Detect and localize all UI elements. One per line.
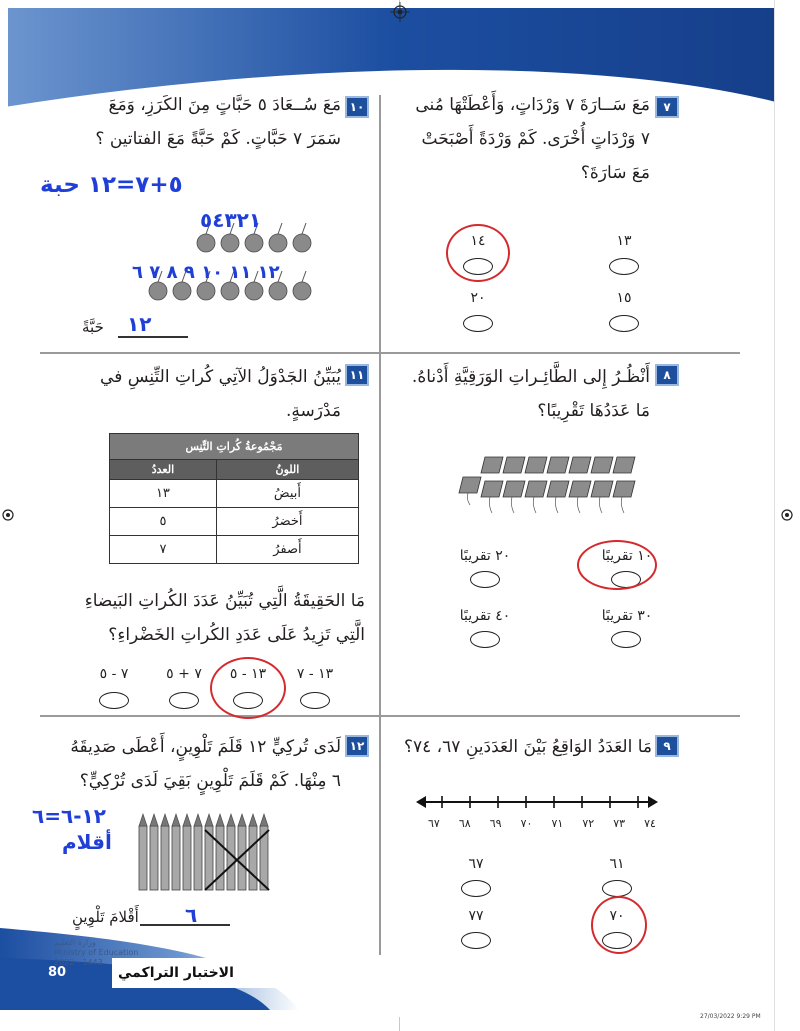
q7-option-label: ١٣ <box>616 233 632 249</box>
ministry-name-en: Ministry of Education <box>54 948 139 957</box>
q10-count-mark: ٤ <box>212 208 225 232</box>
question-7-text <box>392 88 650 190</box>
question-12-text <box>45 730 341 798</box>
table-cell-count: ٥ <box>110 508 217 536</box>
question-number-11: ١١ <box>345 364 369 386</box>
table-row <box>110 508 359 536</box>
number-line-label: ٦٩ <box>489 817 502 830</box>
q11-option-label: ١٣ - ٧ <box>296 666 334 682</box>
ministry-name-ar: وزارة التعليم <box>54 938 96 947</box>
q10-answer-line <box>118 336 188 338</box>
number-line-label: ٧٢ <box>582 817 595 830</box>
q10-handwritten-count-row <box>132 262 280 283</box>
q7-option-label: ١٥ <box>616 290 632 306</box>
q11-option-bubble[interactable] <box>300 692 330 709</box>
number-line-label: ٧١ <box>551 817 564 830</box>
q11-option-label: ٧ - ٥ <box>99 666 129 682</box>
q11-option-label: ٧ + ٥ <box>166 666 202 682</box>
table-header-count: العددُ <box>110 460 217 480</box>
question-7-line: مَعَ سَــارَةَ ٧ وَرْدَاتٍ، وَأَعْطَتْهَا مُنى <box>415 95 650 115</box>
question-10-line: مَعَ سُــعَادَ ٥ حَبَّاتٍ مِنَ الكَرَزِ، وَمَعَ <box>108 95 341 115</box>
table-header-color: اللونُ <box>216 460 358 480</box>
kites-illustration <box>455 455 640 527</box>
question-10-text <box>45 88 341 156</box>
q10-answer-unit: حَبَّةً <box>82 318 104 336</box>
q7-option-bubble[interactable] <box>609 315 639 332</box>
question-11-subquestion <box>45 584 365 652</box>
q8-option-bubble[interactable] <box>611 631 641 648</box>
q10-count-mark: ٣ <box>224 208 237 232</box>
q11-option-bubble[interactable] <box>169 692 199 709</box>
number-line-label: ٧٠ <box>520 817 533 830</box>
q7-option-bubble[interactable] <box>463 315 493 332</box>
question-7-line: ٧ وَرْدَاتٍ أُخْرَى. كَمْ وَرْدَةً أَصْبَحَتْ <box>421 129 650 149</box>
q7-option-label: ٢٠ <box>470 290 486 306</box>
question-number-8: ٨ <box>655 364 679 386</box>
q9-option-label: ٦٧ <box>468 856 484 872</box>
question-12-line: لَدَى تُركِيٍّ ١٢ قَلَمَ تَلْوِينٍ، أَعْطَى صَدِيقَهُ <box>70 737 341 757</box>
q10-count-mark: ٥ <box>200 208 213 232</box>
q12-answer-unit: أَقْلامَ تَلْوِينٍ <box>72 908 139 926</box>
q8-option-label: ٢٠ تقريبًا <box>459 548 511 564</box>
question-12-line: ٦ مِنْهَا. كَمْ قَلَمَ تَلْوِينٍ بَقِيَ لَدَى تُرْكِيٍّ؟ <box>79 771 341 791</box>
table-cell-color: أَبيضُ <box>216 480 358 508</box>
q11-option-bubble[interactable] <box>99 692 129 709</box>
q8-option-bubble[interactable] <box>470 631 500 648</box>
registration-mark-icon <box>390 2 410 22</box>
q10-count-mark: ٦ <box>132 262 143 283</box>
q10-count-mark: ٢ <box>236 208 249 232</box>
q7-option-bubble[interactable] <box>609 258 639 275</box>
question-number-10: ١٠ <box>345 96 369 118</box>
q12-handwritten-answer: ٦ <box>185 903 198 927</box>
row-divider <box>40 352 740 354</box>
question-8-line: أَنْظُـرُ إِلى الطَّائِـراتِ الوَرَقِيَّةِ أَدْناهُ. <box>411 367 650 387</box>
q7-selected-answer-circle <box>446 224 510 282</box>
table-title: مَجْمُوعةُ كُراتِ التِّنِس <box>110 434 359 460</box>
table-row <box>110 480 359 508</box>
q10-handwritten-answer: ١٢ <box>127 312 152 336</box>
number-line-label: ٦٧ <box>428 817 440 830</box>
q9-option-label: ٧٧ <box>468 908 484 924</box>
question-11-text <box>45 360 341 428</box>
number-line-label: ٧٣ <box>613 817 626 830</box>
row-divider <box>40 715 740 717</box>
question-8-text <box>392 360 650 428</box>
q10-count-mark: ٨ <box>166 262 178 283</box>
q9-option-bubble[interactable] <box>602 880 632 897</box>
q10-count-mark: ١١ <box>229 262 252 283</box>
question-11-sub-line: مَا الحَقِيقَةُ الَّتِي تُبَيِّنُ عَدَدَ الكُراتِ البَيضاءِ <box>84 591 365 611</box>
q12-handwritten-word: أقلام <box>62 830 112 854</box>
table-cell-count: ٧ <box>110 536 217 564</box>
q7-option-label: ١٤ <box>470 233 486 249</box>
q9-option-bubble[interactable] <box>461 880 491 897</box>
ministry-logo <box>54 938 138 968</box>
colored-pencils-illustration <box>135 812 270 892</box>
number-line-label: ٧٤ <box>644 817 656 830</box>
print-timestamp: 27/03/2022 9:29 PM <box>700 1013 761 1020</box>
trim-edge <box>774 0 775 1031</box>
page-number: 80 <box>48 965 67 980</box>
registration-mark-icon <box>778 505 796 525</box>
table-cell-count: ١٣ <box>110 480 217 508</box>
number-line-label: ٦٨ <box>458 817 471 830</box>
number-line-labels <box>428 817 656 830</box>
q10-count-mark: ٩ <box>183 262 195 283</box>
question-11-line: يُبَيِّنُ الجَدْوَلُ الآتِي كُراتِ التِّنِسِ في <box>100 367 341 387</box>
q8-option-bubble[interactable] <box>470 571 500 588</box>
table-cell-color: أَخضرُ <box>216 508 358 536</box>
question-11-line: مَدْرَسةٍ. <box>285 401 341 421</box>
ministry-year: 2022 - 1443 <box>54 958 103 967</box>
question-11-sub-line: الَّتِي تَزِيدُ عَلَى عَدَدِ الكُراتِ الخَضْراءِ؟ <box>108 625 365 645</box>
q10-count-mark: ١ <box>248 208 262 232</box>
q10-handwritten-equation: ٥+٧=١٢ حبة <box>40 172 183 198</box>
table-row <box>110 536 359 564</box>
registration-mark-icon <box>0 505 16 525</box>
q9-option-label: ٦١ <box>609 856 625 872</box>
q9-option-label: ٧٠ <box>609 908 625 924</box>
question-number-12: ١٢ <box>345 735 369 757</box>
q11-option-label: ١٣ - ٥ <box>229 666 267 682</box>
q10-handwritten-count-row <box>200 208 261 232</box>
table-cell-color: أَصفرُ <box>216 536 358 564</box>
q11-selected-answer-circle <box>210 657 286 719</box>
q8-option-label: ٤٠ تقريبًا <box>459 608 511 624</box>
q12-handwritten-equation: ١٢-٦=٦ <box>32 804 106 828</box>
crop-mark <box>399 1017 400 1031</box>
q10-count-mark: ١٠ <box>201 262 224 283</box>
q10-count-mark: ٧ <box>149 262 161 283</box>
question-9-text: مَا العَدَدُ الوَاقِعُ بَيْنَ العَدَدَينِ ٦٧، ٧٤؟ <box>403 737 652 757</box>
footer-title: الاختبار التراكمي <box>118 965 234 981</box>
question-number-9: ٩ <box>655 735 679 757</box>
q10-count-mark: ١٢ <box>257 262 280 283</box>
q8-selected-answer-circle <box>577 540 657 590</box>
question-8-line: مَا عَدَدُهَا تَقْرِيبًا؟ <box>537 401 650 421</box>
question-7-line: مَعَ سَارَةَ؟ <box>580 163 650 183</box>
question-10-line: سَمَرَ ٧ حَبَّاتٍ. كَمْ حَبَّةً مَعَ الفتاتين ؟ <box>95 129 341 149</box>
column-divider <box>379 95 381 955</box>
q8-option-label: ١٠ تقريبًا <box>601 548 653 564</box>
tennis-balls-table <box>109 433 359 564</box>
number-line <box>416 790 658 814</box>
q8-option-label: ٣٠ تقريبًا <box>601 608 653 624</box>
question-number-7: ٧ <box>655 96 679 118</box>
